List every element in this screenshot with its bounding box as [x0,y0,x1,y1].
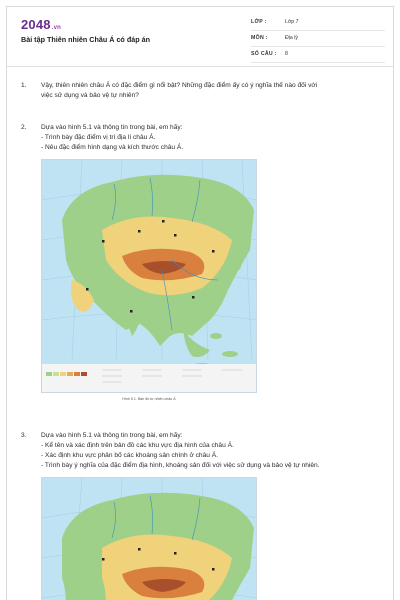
question-2 [21,123,383,153]
meta-value: Lớp 7 [285,19,299,25]
question-text: - Xác định khu vực phân bố các khoáng sản chính ở châu Á. [41,452,218,459]
meta-row-subject [251,31,385,47]
meta-value: 8 [285,51,288,57]
question-text: - Trình bày đặc điểm vị trí địa lí châu Á. [41,134,156,141]
site-logo[interactable] [21,17,61,32]
meta-row-question-count [251,47,385,63]
meta-label: SỐ CÂU : [251,51,277,57]
question-text: Vậy, thiên nhiên châu Á có đặc điểm gì nổi bật? Những đặc điểm ấy có ý nghĩa thế nào đối với [41,82,318,89]
question-text: Dựa vào hình 5.1 và thông tin trong bài, em hãy: [41,432,183,439]
document-title: Bài tập Thiên nhiên Châu Á có đáp án [21,35,150,44]
meta-label: LỚP : [251,19,267,25]
question-text: Dựa vào hình 5.1 và thông tin trong bài, em hãy: [41,124,183,131]
question-number: 1. [21,82,27,89]
meta-value: Địa lý [285,35,298,41]
document-header [7,7,393,67]
question-text: - Nêu đặc điểm hình dạng và kích thước châu Á. [41,144,184,151]
question-3 [21,431,383,471]
asia-physical-map-image [41,159,257,393]
logo-suffix: .vn [51,25,62,31]
meta-label: MÔN : [251,35,268,41]
asia-physical-map-image [41,477,257,600]
question-text: - Kể tên và xác định trên bản đồ các khu vực địa hình của châu Á. [41,442,234,449]
meta-table [251,15,385,63]
meta-row-grade [251,15,385,31]
question-text: việc sử dụng và bảo vệ tự nhiên? [41,92,139,99]
figure-caption: Hình 5.1. Bản đồ tự nhiên châu Á [122,397,176,401]
logo-text: 2048 [21,17,51,32]
question-number: 2. [21,124,27,131]
question-text: - Trình bày ý nghĩa của đặc điểm địa hình, khoáng sản đối với việc sử dụng và bảo vệ tự nhiên. [41,462,320,469]
question-1 [21,81,383,101]
question-number: 3. [21,432,27,439]
document-sheet [6,6,394,600]
